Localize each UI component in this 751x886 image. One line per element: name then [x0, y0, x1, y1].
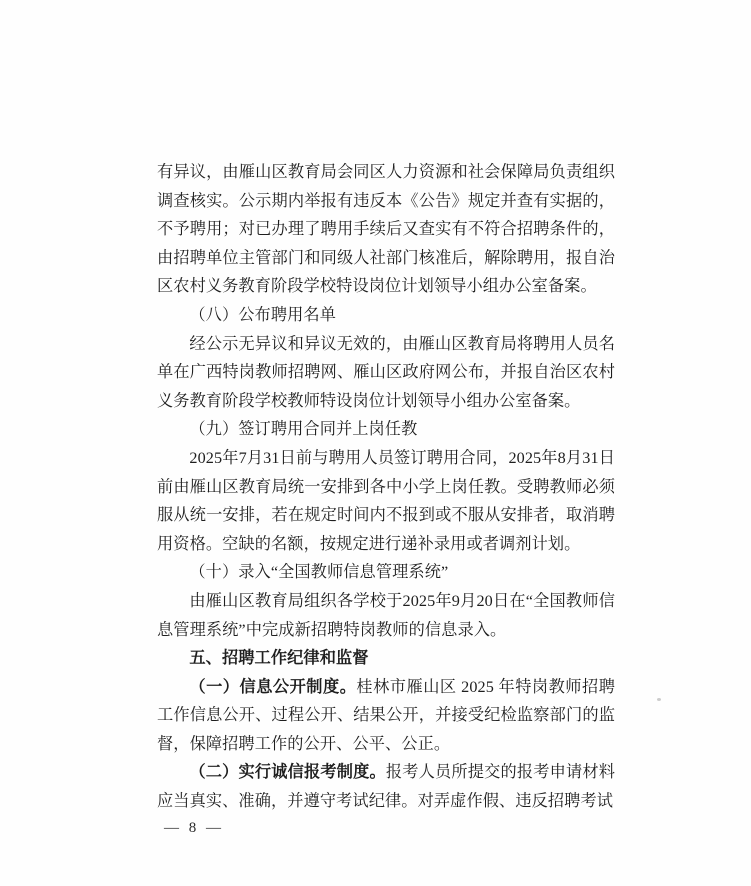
- paragraph-continuation: 有异议，由雁山区教育局会同区人力资源和社会保障局负责组织调查核实。公示期内举报有违反本《公告》规定并查有实据的，不予聘用；对已办理了聘用手续后又查实有不符合招聘条件的，由招聘单位主管部门和同级人社部门核准后，解除聘用，报自治区农村义务教育阶段学校特设岗位计划领导小组办公室备案。: [157, 163, 615, 296]
- subheading-section-8: （八）公布聘用名单: [189, 305, 336, 324]
- paragraph-honest-application: [157, 758, 615, 815]
- paragraph-info-disclosure: [157, 673, 615, 759]
- paragraph-lead-1: （一）信息公开制度。: [189, 677, 357, 696]
- scan-artifact-speck: [657, 698, 661, 701]
- section-heading-5: 五、招聘工作纪律和监督: [189, 649, 369, 668]
- paragraph-info-entry: 由雁山区教育局组织各学校于2025年9月20日在“全国教师信息管理系统”中完成新招聘特岗教师的信息录入。: [157, 591, 615, 639]
- paragraph-lead-2: （二）实行诚信报考制度。: [189, 763, 386, 782]
- paragraph-body-2: 报考人员所提交的报考申请材料应当真实、准确，并遵守考试纪律。对弄虚作假、违反招聘考试: [157, 763, 616, 811]
- subheading-section-10: （十）录入“全国教师信息管理系统”: [189, 563, 449, 582]
- paragraph-contract-signing: 2025年7月31日前与聘用人员签订聘用合同，2025年8月31日前由雁山区教育局统一安排到各中小学上岗任教。受聘教师必须服从统一安排，若在规定时间内不报到或不服从安排者，取消聘用资格。空缺的名额，按规定进行递补录用或者调剂计划。: [157, 448, 615, 553]
- document-body: [157, 158, 615, 816]
- subheading-section-9: （九）签订聘用合同并上岗任教: [189, 420, 418, 439]
- page-number: — 8 —: [164, 820, 224, 836]
- paragraph-publish-list: 经公示无异议和异议无效的，由雁山区教育局将聘用人员名单在广西特岗教师招聘网、雁山区政府网公布，并报自治区农村义务教育阶段学校教师特设岗位计划领导小组办公室备案。: [157, 334, 615, 410]
- paragraph-body-1: 桂林市雁山区 2025 年特岗教师招聘工作信息公开、过程公开、结果公开，并接受纪检监察部门的监督，保障招聘工作的公开、公平、公正。: [157, 677, 615, 753]
